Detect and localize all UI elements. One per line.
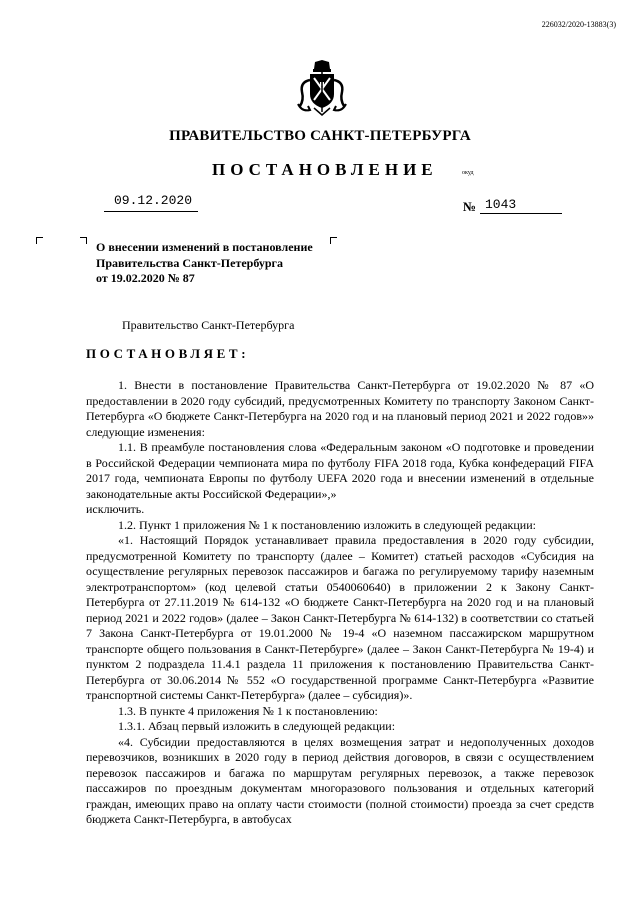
number-sign: № — [463, 199, 477, 214]
st-petersburg-coat-of-arms-icon — [296, 60, 348, 116]
okud-label: окуд — [462, 170, 474, 176]
government-title: ПРАВИТЕЛЬСТВО САНКТ-ПЕТЕРБУРГА — [169, 128, 471, 144]
paragraph: 1.3.1. Абзац первый изложить в следующей редакции: — [118, 719, 396, 733]
paragraph: «4. Субсидии предоставляются в целях возмещения затрат и недополученных доходов перевозчиков, возникших в 2020 году в период действия договоров, в связи с осуществлением перевозок пассажиров и багажа по маршрутам регулярных перевозок, а также перевозок пассажиров по проездным документам многоразового пользования и отдельных категорий граждан, имеющих право на оплату части стоимости (полной стоимости) проезда за счет средств бюджета Санкт-Петербурга, в автобусах — [86, 734, 594, 826]
decree-number: 1043 — [485, 197, 517, 212]
corner-mark-subject-end — [330, 237, 337, 244]
paragraph: исключить. — [86, 502, 145, 516]
paragraph: 1.3. В пункте 4 приложения № 1 к постановлению: — [118, 703, 378, 718]
corner-mark-left — [36, 237, 43, 244]
subject-block — [96, 240, 313, 287]
number-underline — [480, 213, 562, 214]
decree-body — [86, 378, 594, 828]
document-code: 226032/2020-13883(3) — [541, 20, 616, 29]
paragraph: 1. Внести в постановление Правительства Санкт-Петербурга от 19.02.2020 № 87 «О предоставлении в 2020 году субсидий, предусмотренных Комитету по транспорту Законом Санкт-Петербурга «О бюджете Санкт-Петербурга на 2020 год и на плановый период 2021 и 2022 годов»» следующие изменения: — [86, 378, 594, 439]
corner-mark-subject-start — [80, 237, 87, 244]
paragraph: 1.1. В преамбуле постановления слова «Федеральным законом «О подготовке и проведении в Российской Федерации чемпионата мира по футболу FIFA 2018 года, Кубка конфедераций FIFA 2017 года, чемпионата Европы по футболу UEFA 2020 года и внесении изменений в отдельные законодательные акты Российской Федерации»,» — [86, 440, 594, 501]
decrees-heading: ПОСТАНОВЛЯЕТ: — [86, 346, 250, 361]
subject-line: от 19.02.2020 № 87 — [96, 271, 195, 285]
subject-line: О внесении изменений в постановление — [96, 240, 313, 254]
paragraph: 1.2. Пункт 1 приложения № 1 к постановлению изложить в следующей редакции: — [118, 517, 536, 532]
decree-type-title: ПОСТАНОВЛЕНИЕ — [212, 160, 438, 179]
decree-date: 09.12.2020 — [114, 193, 193, 208]
issuer-text: Правительство Санкт-Петербурга — [122, 318, 295, 332]
date-underline — [104, 211, 198, 212]
subject-line: Правительства Санкт-Петербурга — [96, 255, 284, 270]
paragraph: «1. Настоящий Порядок устанавливает правила предоставления в 2020 году субсидии, предусмотренной Комитету по транспорту (далее – Комитет) статьей расходов «Субсидия на осуществление регулярных перевозок пассажиров и багажа по регулируемому тарифу наземным электротранспортом» (код целевой статьи 0540060640) в приложении 2 к Закону Санкт-Петербурга от 27.11.2019 № 614-132 «О бюджете Санкт-Петербурга на 2020 год и на плановый период 2021 и 2022 годов» (далее – Закон Санкт-Петербурга № 614-132) в соответствии со статьей 7 Закона Санкт-Петербурга от 19.01.2000 № 19-4 «О наземном пассажирском маршрутном транспорте общего пользования в Санкт-Петербурге» (далее – Закон Санкт-Петербурга № 19-4) и пунктом 2 подраздела 11.4.1 раздела 11 приложения к постановлению Правительства Санкт-Петербурга от 30.06.2014 № 552 «О государственной программе Санкт-Петербурга «Развитие транспортной системы Санкт-Петербурга» (далее – субсидия)». — [86, 533, 594, 702]
